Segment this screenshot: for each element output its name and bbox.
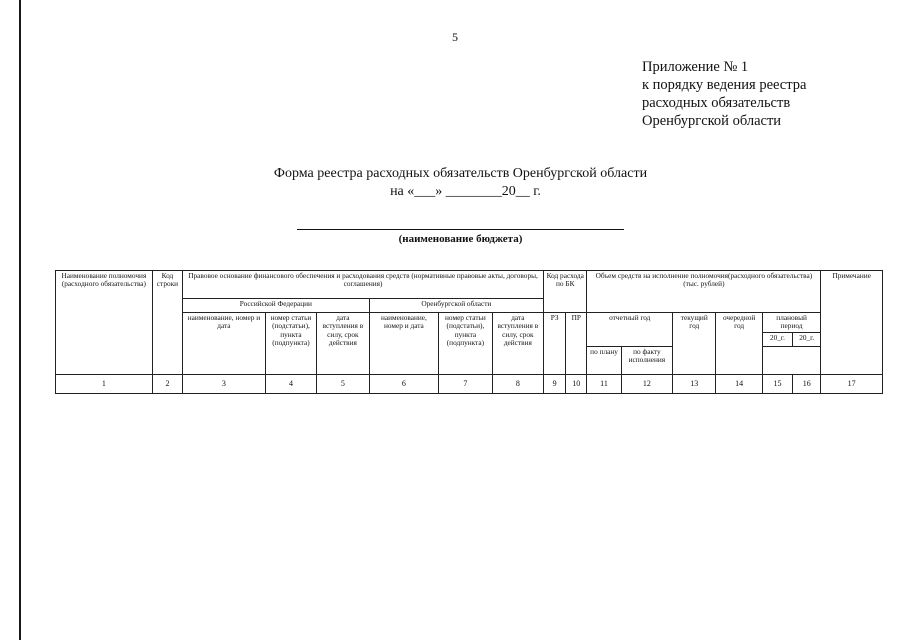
header-planning-year-b: 20_г. (793, 332, 821, 346)
column-number: 4 (265, 374, 316, 393)
column-number: 13 (673, 374, 716, 393)
header-expense-code: Код расхода по БК (544, 271, 587, 313)
header-name-of-power: Наименование полномочия (расходного обязательства) (56, 271, 153, 375)
header-rf-article-number: номер статьи (подстатьи), пункта (подпункта) (265, 313, 316, 375)
header-legal-basis: Правовое основание финансового обеспечения и расходования средств (нормативные правовые акты, договоры, соглашения) (183, 271, 544, 299)
header-volume (587, 271, 821, 313)
column-number: 7 (439, 374, 492, 393)
header-region-name-number-date: наименование, номер и дата (369, 313, 439, 375)
column-number: 14 (716, 374, 762, 393)
header-rz: РЗ (544, 313, 566, 375)
column-number: 5 (317, 374, 369, 393)
planning-spacer-b (793, 346, 821, 374)
column-number: 10 (566, 374, 587, 393)
column-number: 8 (492, 374, 543, 393)
column-number: 3 (183, 374, 266, 393)
column-number: 16 (793, 374, 821, 393)
registry-form-table (55, 270, 883, 394)
column-number: 12 (621, 374, 672, 393)
column-number: 15 (762, 374, 792, 393)
header-rf-effective-date: дата вступления в силу, срок действия (317, 313, 369, 375)
form-title-line-1: Форма реестра расходных обязательств Оренбургской области (273, 166, 648, 181)
header-region-effective-date: дата вступления в силу, срок действия (492, 313, 543, 375)
appendix-line-2: к порядку ведения реестра (642, 77, 807, 93)
column-number: 6 (369, 374, 439, 393)
header-volume-unit: (тыс. рублей) (683, 279, 725, 289)
appendix-line-4: Оренбургской области (642, 113, 782, 129)
column-number: 11 (587, 374, 621, 393)
header-row-code: Код строки (152, 271, 182, 375)
column-number: 17 (821, 374, 883, 393)
header-actual: по факту исполнения (621, 346, 672, 374)
column-number: 1 (56, 374, 153, 393)
appendix-heading (642, 58, 806, 130)
appendix-line-3: расходных обязательств (642, 95, 791, 111)
budget-name-underline (297, 229, 624, 230)
header-next-year: очередной год (716, 313, 762, 375)
header-planning-year-a: 20_г. (762, 332, 792, 346)
header-reporting-year: отчетный год (587, 313, 673, 347)
column-number: 9 (544, 374, 566, 393)
header-current-year: текущий год (673, 313, 716, 375)
header-by-plan: по плану (587, 346, 621, 374)
header-pr: ПР (566, 313, 587, 375)
header-rf-name-number-date: наименование, номер и дата (183, 313, 266, 375)
planning-spacer-a (762, 346, 792, 374)
page-left-border (19, 0, 21, 640)
form-title (0, 165, 905, 201)
column-number: 2 (152, 374, 182, 393)
appendix-line-1: Приложение № 1 (642, 59, 749, 75)
form-title-date-line: на «___» ________20__ г. (390, 184, 541, 199)
header-planning-period: плановый период (762, 313, 821, 333)
header-orenburg-region: Оренбургской области (369, 299, 543, 313)
budget-name-caption: (наименование бюджета) (398, 233, 523, 245)
header-note: Примечание (821, 271, 883, 375)
header-russian-federation: Российской Федерации (183, 299, 370, 313)
page-number: 5 (452, 30, 458, 44)
header-volume-title: Объем средств на исполнение полномочия(расходного обязательства) (595, 271, 813, 280)
header-region-article-number: номер статьи (подстатьи), пункта (подпункта) (439, 313, 492, 375)
